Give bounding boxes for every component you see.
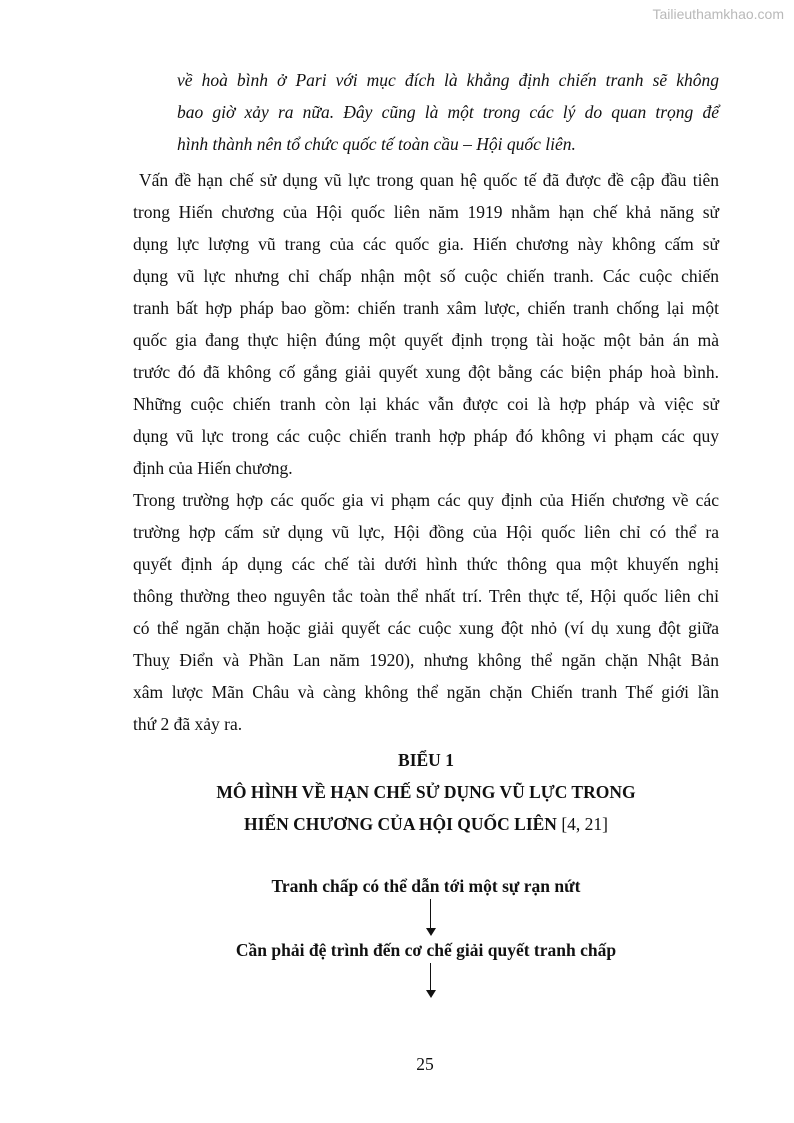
flow-step-1: Tranh chấp có thể dẫn tới một sự rạn nứt [271,876,581,896]
figure-label: BIỂU 1 [398,750,454,770]
paragraph-line: dụng lực lượng vũ trang của các quốc gia. Hiến chương này không cấm sử [133,234,719,254]
paragraph-line: Trong trường hợp các quốc gia vi phạm các quy định của Hiến chương về các [133,490,719,510]
paragraph-1 [133,164,719,484]
quote-block [177,64,719,160]
paragraph-line: trong Hiến chương của Hội quốc liên năm 1919 nhằm hạn chế khả năng sử [133,202,719,222]
paragraph-line: Vấn đề hạn chế sử dụng vũ lực trong quan hệ quốc tế đã được đề cập đầu tiên [139,170,719,190]
paragraph-2 [133,484,719,740]
down-arrow-icon [425,963,437,999]
paragraph-line: dụng vũ lực trong các cuộc chiến tranh hợp pháp đó không vi phạm các quy [133,426,719,446]
paragraph-line: xâm lược Mãn Châu và càng không thể ngăn chặn Chiến tranh Thế giới lần [133,682,719,702]
paragraph-line: quốc gia đang thực hiện đúng một quyết định trọng tài hoặc một bản án mà [133,330,719,350]
paragraph-line: thứ 2 đã xảy ra. [133,714,243,734]
down-arrow-icon [425,899,437,937]
paragraph-line: Thuỵ Điển và Phần Lan năm 1920), nhưng không thể ngăn chặn Nhật Bản [133,650,719,670]
figure-title-line1: MÔ HÌNH VỀ HẠN CHẾ SỬ DỤNG VŨ LỰC TRONG [216,782,636,802]
quote-line: hình thành nên tổ chức quốc tế toàn cầu – Hội quốc liên. [177,134,576,154]
paragraph-line: Những cuộc chiến tranh còn lại khác vẫn được coi là hợp pháp và việc sử [133,394,719,414]
figure-title-line2-wrapper [133,808,719,840]
watermark: Tailieuthamkhao.com [652,6,784,22]
paragraph-line: tranh bất hợp pháp bao gồm: chiến tranh xâm lược, chiến tranh chống lại một [133,298,719,318]
paragraph-line: dụng vũ lực nhưng chỉ chấp nhận một số cuộc chiến tranh. Các cuộc chiến [133,266,719,286]
quote-line: về hoà bình ở Pari với mục đích là khẳng định chiến tranh sẽ không [177,70,719,90]
figure-citation: [4, 21] [561,814,608,834]
page-number: 25 [416,1054,434,1074]
paragraph-line: thông thường theo nguyên tắc toàn thể nhất trí. Trên thực tế, Hội quốc liên chỉ [133,586,719,606]
paragraph-line: trước đó đã không cố gắng giải quyết xung đột bằng các biện pháp hoà bình. [133,362,719,382]
paragraph-line: quyết định áp dụng các chế tài dưới hình thức thông qua một khuyến nghị [133,554,719,574]
flow-step-2: Cần phải đệ trình đến cơ chế giải quyết tranh chấp [235,940,617,960]
paragraph-line: định của Hiến chương. [133,458,293,478]
paragraph-line: có thể ngăn chặn hoặc giải quyết các cuộc xung đột nhỏ (ví dụ xung đột giữa [133,618,719,638]
quote-line: bao giờ xảy ra nữa. Đây cũng là một trong các lý do quan trọng để [177,102,719,122]
paragraph-line: trường hợp cấm sử dụng vũ lực, Hội đồng của Hội quốc liên chỉ có thể ra [133,522,719,542]
figure-title-line2: HIẾN CHƯƠNG CỦA HỘI QUỐC LIÊN [244,814,557,834]
page-body [133,64,719,840]
